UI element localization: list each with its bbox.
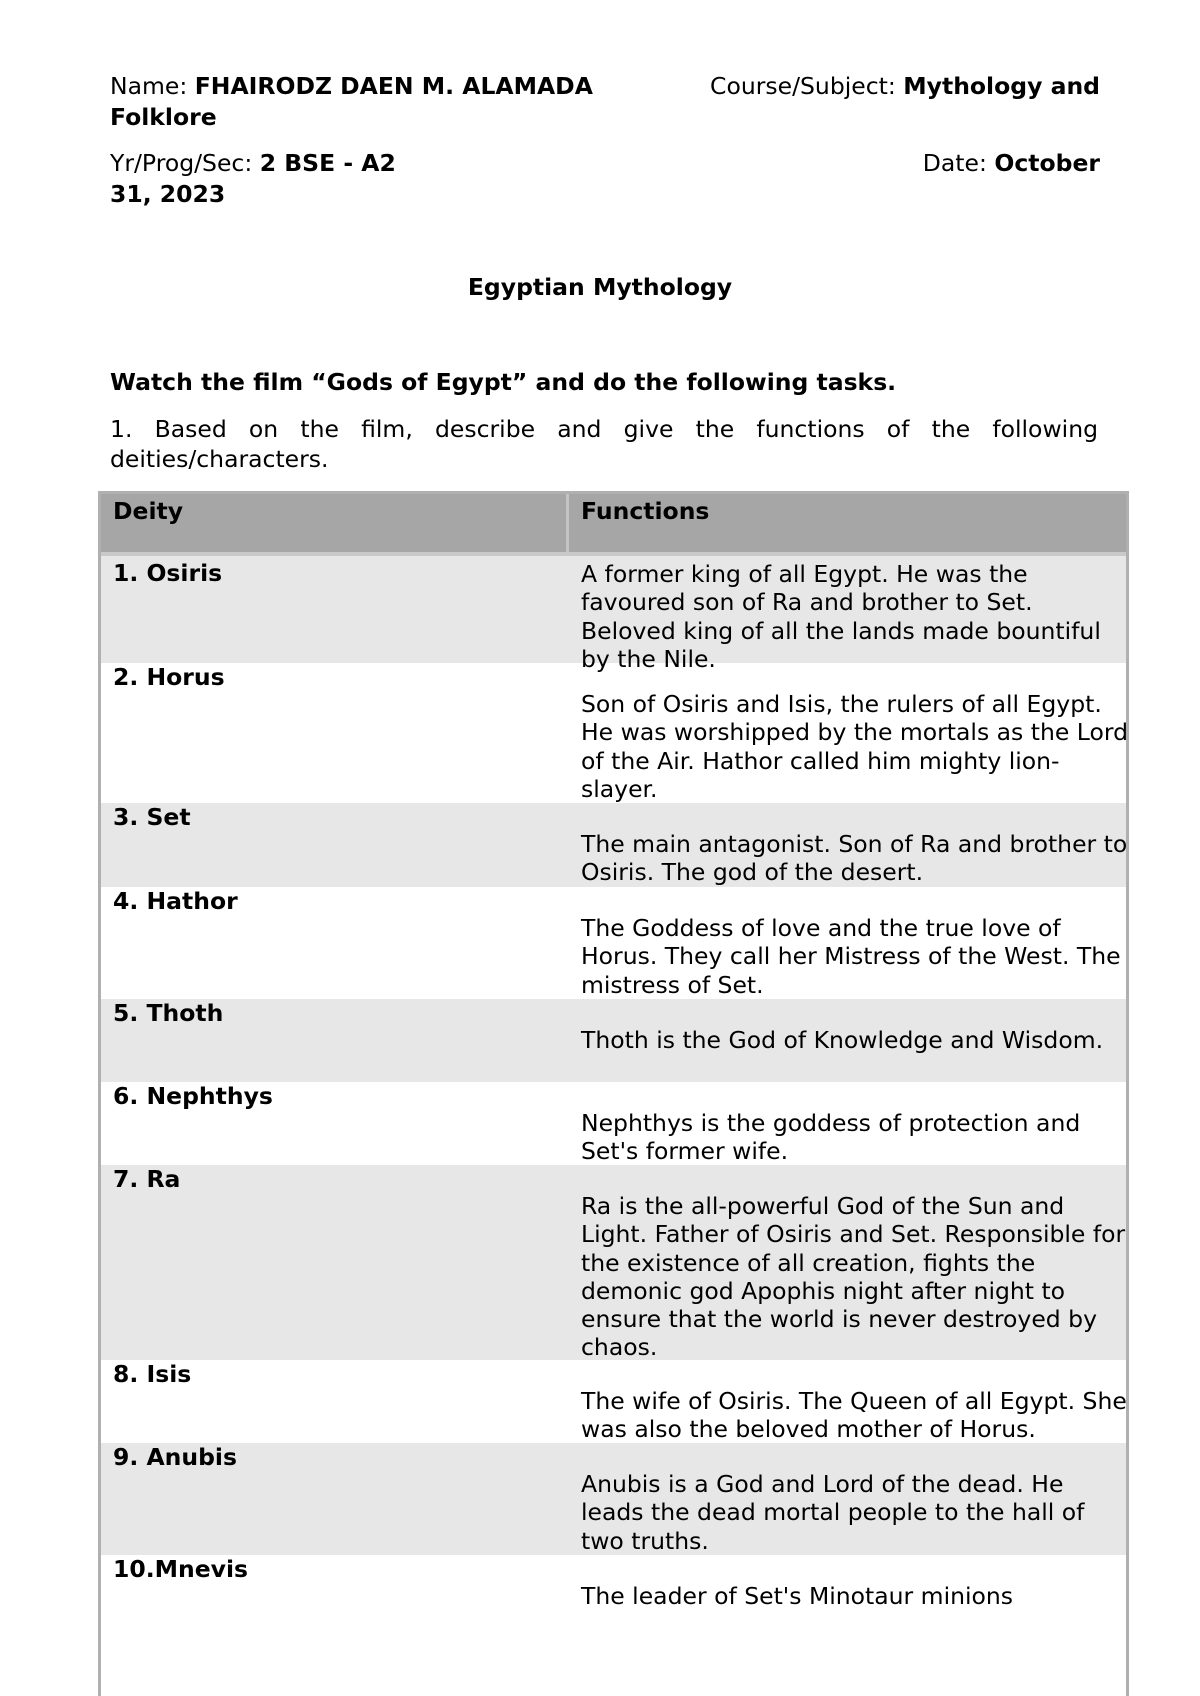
deity-function: The wife of Osiris. The Queen of all Egypt. She was also the beloved mother of Horus. [581, 1387, 1127, 1444]
table-row [101, 1082, 1126, 1165]
deity-function: The leader of Set's Minotaur minions [581, 1582, 1014, 1610]
table-row [101, 887, 1126, 999]
deity-function: Nephthys is the goddess of protection and Set's former wife. [581, 1109, 1081, 1166]
deity-function: Thoth is the God of Knowledge and Wisdom. [581, 1026, 1104, 1054]
deity-function: The main antagonist. Son of Ra and brother to Osiris. The god of the desert. [581, 830, 1128, 887]
course-value-continued: Folklore [110, 103, 217, 131]
task-prompt: 1. Based on the film, describe and give the functions of the following deities/characters. [110, 415, 1098, 473]
course-subject [710, 71, 1100, 102]
deity-name: 3. Set [113, 803, 191, 831]
table-row [101, 556, 1126, 673]
date-value-continued: 31, 2023 [110, 180, 226, 208]
deity-name: 2. Horus [113, 663, 225, 691]
student-name [110, 71, 593, 102]
deity-name: 8. Isis [113, 1360, 192, 1388]
page-title: Egyptian Mythology [467, 273, 733, 301]
deity-name: 7. Ra [113, 1165, 181, 1193]
table-row [101, 999, 1126, 1082]
table-row [101, 1443, 1126, 1555]
table-row [101, 663, 1129, 803]
table-header [101, 494, 1126, 556]
deity-function: Anubis is a God and Lord of the dead. He leads the dead mortal people to the hall of two truths. [581, 1470, 1085, 1555]
date-value: October [994, 149, 1100, 177]
deity-name: 9. Anubis [113, 1443, 237, 1471]
deity-name: 10.Mnevis [113, 1555, 249, 1583]
date [923, 148, 1100, 179]
deity-function: A former king of all Egypt. He was the favoured son of Ra and brother to Set. Beloved king of all the lands made bountiful by the Nile. [581, 560, 1101, 673]
course-value: Mythology and [903, 72, 1100, 100]
deity-table [98, 491, 1129, 1696]
date-label: Date: [922, 149, 995, 177]
section-value: 2 BSE - A2 [259, 149, 396, 177]
section-label: Yr/Prog/Sec: [110, 149, 260, 177]
deity-name: 6. Nephthys [113, 1082, 273, 1110]
deity-function: The Goddess of love and the true love of Horus. They call her Mistress of the West. The mistress of Set. [581, 914, 1121, 999]
deity-name: 5. Thoth [113, 999, 224, 1027]
deity-function: Son of Osiris and Isis, the rulers of all Egypt. He was worshipped by the mortals as the Lord of the Air. Hathor called him mighty lion-slayer. [581, 690, 1129, 803]
deity-function: Ra is the all-powerful God of the Sun and Light. Father of Osiris and Set. Responsible for the existence of all creation, fights the demonic god Apophis night after night to ensure that the world is never destroyed by chaos. [581, 1192, 1126, 1362]
table-row [101, 1360, 1126, 1443]
header-section-date [110, 148, 1100, 210]
column-divider [566, 494, 569, 552]
year-program-section [110, 148, 396, 179]
instruction: Watch the film “Gods of Egypt” and do the following tasks. [110, 368, 897, 396]
table-row [101, 1555, 1126, 1696]
header-deity: Deity [113, 497, 184, 525]
deity-name: 1. Osiris [113, 559, 223, 587]
course-label: Course/Subject: [710, 72, 904, 100]
table-row [101, 1165, 1126, 1360]
name-label: Name: [110, 72, 195, 100]
table-row [101, 803, 1126, 887]
deity-name: 4. Hathor [113, 887, 238, 915]
name-value: FHAIRODZ DAEN M. ALAMADA [194, 72, 593, 100]
header-functions: Functions [581, 497, 710, 525]
header-name-course [110, 71, 1100, 133]
